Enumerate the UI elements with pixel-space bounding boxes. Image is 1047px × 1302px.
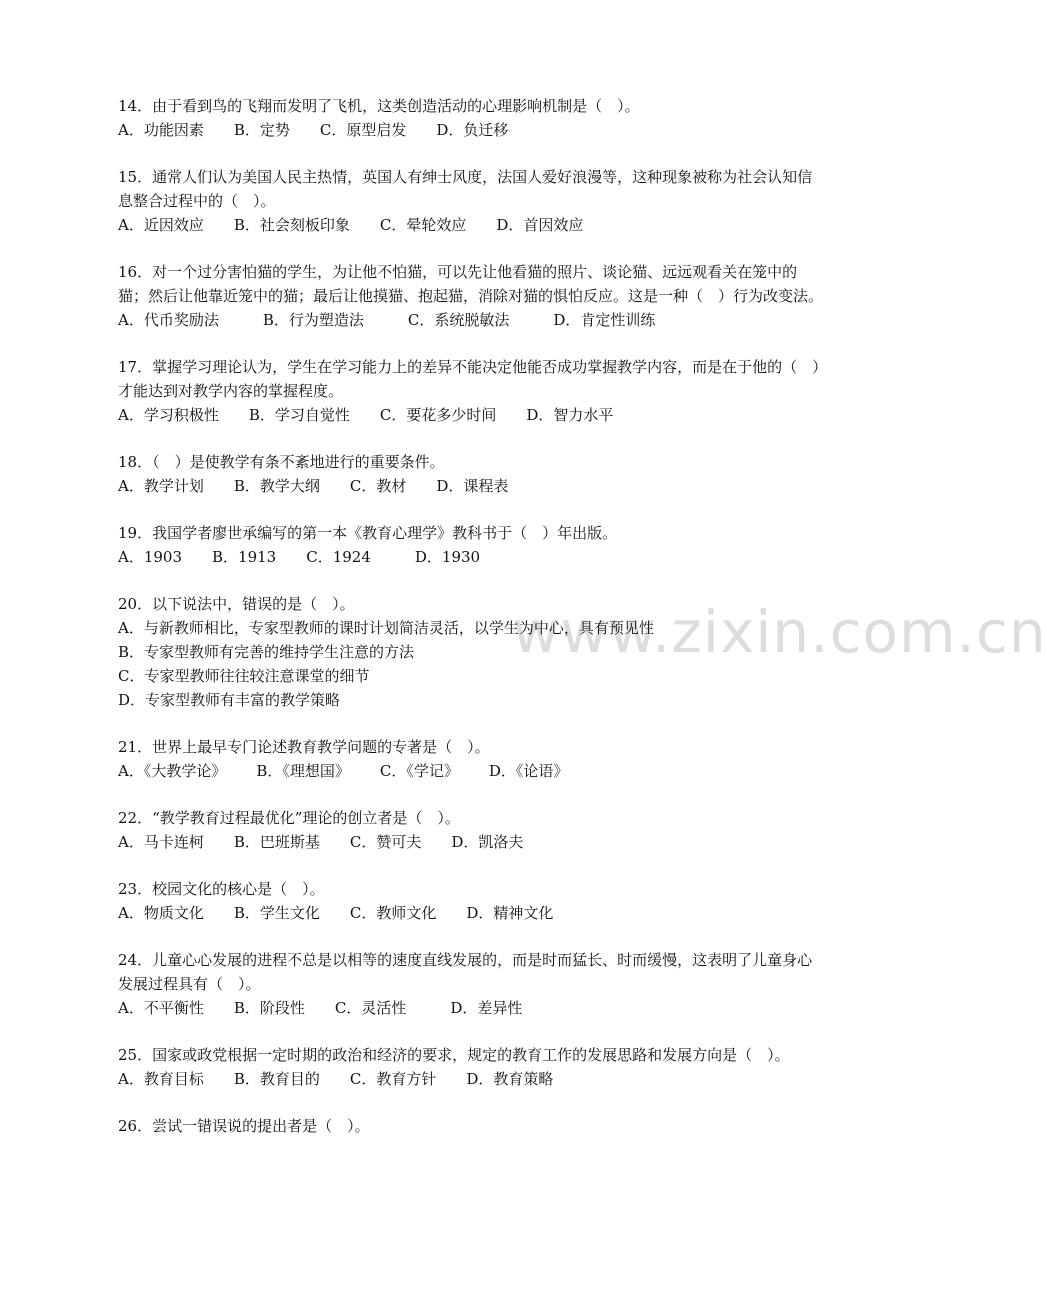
option-d: D．智力水平 [526,406,614,424]
question-15 [118,165,826,237]
question-23 [118,877,826,925]
question-stem: 24．儿童心心发展的进程不总是以相等的速度直线发展的，而是时而猛长、时而缓慢，这表明了儿童身心发展过程具有（ ）。 [118,951,813,993]
option-b: B．巴班斯基 [233,833,320,851]
options [118,996,826,1020]
options [118,545,826,569]
options [118,759,826,783]
options [118,213,826,237]
question-22 [118,806,826,854]
option-d: D．首因效应 [496,216,584,234]
question-21 [118,735,826,783]
option-d: D．专家型教师有丰富的教学策略 [118,691,341,709]
option-a: A．1903 [118,548,183,566]
option-a: A．与新教师相比，专家型教师的课时计划简洁灵活，以学生为中心，具有预见性 [118,619,654,637]
option-a: A．功能因素 [118,121,204,139]
question-stem: 18．（ ）是使教学有条不紊地进行的重要条件。 [118,453,445,471]
options [118,1067,826,1091]
question-stem: 19．我国学者廖世承编写的第一本《教育心理学》教科书于（ ）年出版。 [118,524,618,542]
option-a: A．不平衡性 [118,999,204,1017]
option-c: C．原型启发 [319,121,407,139]
options [118,403,826,427]
options [118,616,826,712]
options [118,474,826,498]
option-d: D．凯洛夫 [451,833,524,851]
question-16 [118,260,826,332]
question-18 [118,450,826,498]
question-stem: 16．对一个过分害怕猫的学生，为让他不怕猫，可以先让他看猫的照片、谈论猫、远远观看关在笼中的猫；然后让他靠近笼中的猫；最后让他摸猫、抱起猫，消除对猫的惧怕反应。这是一种（ ）行为改变法。 [118,263,824,305]
option-a: A．马卡连柯 [118,833,204,851]
question-25 [118,1043,826,1091]
option-b: B．行为塑造法 [262,311,364,329]
option-b: B．教学大纲 [233,477,320,495]
option-d: D．《论语》 [488,762,569,780]
option-b: B．专家型教师有完善的维持学生注意的方法 [118,643,415,661]
option-a: A．《大教学论》 [118,762,227,780]
option-c: C．教材 [349,477,407,495]
option-d: D．肯定性训练 [553,311,656,329]
question-stem: 20．以下说法中，错误的是（ ）。 [118,595,355,613]
option-d: D．精神文化 [466,904,554,922]
option-c: C．晕轮效应 [379,216,467,234]
option-c: C．《学记》 [379,762,459,780]
question-24 [118,948,826,1020]
option-b: B．定势 [233,121,290,139]
options [118,830,826,854]
question-14 [118,94,826,142]
options [118,901,826,925]
question-17 [118,355,826,427]
question-stem: 22．“教学教育过程最优化”理论的创立者是（ ）。 [118,809,460,827]
options [118,308,826,332]
option-a: A．近因效应 [118,216,204,234]
option-b: B．阶段性 [233,999,305,1017]
question-stem: 17．掌握学习理论认为，学生在学习能力上的差异不能决定他能否成功掌握教学内容，而是在于他的（ ）才能达到对教学内容的掌握程度。 [118,358,820,400]
question-stem: 26．尝试一错误说的提出者是（ ）。 [118,1117,370,1135]
option-b: B．1913 [212,548,277,566]
option-d: D．差异性 [450,999,523,1017]
option-b: B．社会刻板印象 [233,216,350,234]
question-19 [118,521,826,569]
option-b: B．《理想国》 [256,762,350,780]
question-26 [118,1114,826,1138]
option-c: C．专家型教师往往较注意课堂的细节 [118,667,370,685]
question-stem: 15．通常人们认为美国人民主热情，英国人有绅士风度，法国人爱好浪漫等，这种现象被称为社会认知信息整合过程中的（ ）。 [118,168,813,210]
option-a: A．代币奖励法 [118,311,219,329]
option-c: C．教师文化 [349,904,437,922]
option-a: A．学习积极性 [118,406,219,424]
option-c: C．系统脱敏法 [407,311,510,329]
question-stem: 21．世界上最早专门论述教育教学问题的专著是（ ）。 [118,738,490,756]
options [118,118,826,142]
option-d: D．教育策略 [466,1070,554,1088]
option-d: D．1930 [414,548,481,566]
option-c: C．灵活性 [334,999,407,1017]
option-c: C．1924 [306,548,371,566]
question-stem: 14．由于看到鸟的飞翔而发明了飞机，这类创造活动的心理影响机制是（ ）。 [118,97,640,115]
question-20 [118,592,826,712]
option-b: B．学习自觉性 [248,406,350,424]
question-stem: 23．校园文化的核心是（ ）。 [118,880,325,898]
question-stem: 25．国家或政党根据一定时期的政治和经济的要求，规定的教育工作的发展思路和发展方向是（ ）。 [118,1046,790,1064]
option-b: B．教育目的 [233,1070,320,1088]
option-c: C．教育方针 [349,1070,437,1088]
exam-page [118,94,826,1161]
option-c: C．赞可夫 [349,833,422,851]
option-a: A．教学计划 [118,477,204,495]
option-a: A．物质文化 [118,904,204,922]
option-d: D．课程表 [436,477,509,495]
option-a: A．教育目标 [118,1070,204,1088]
watermark: www.zixin.com.cn [512,598,1047,666]
option-b: B．学生文化 [233,904,320,922]
option-c: C．要花多少时间 [379,406,497,424]
option-d: D．负迁移 [436,121,509,139]
